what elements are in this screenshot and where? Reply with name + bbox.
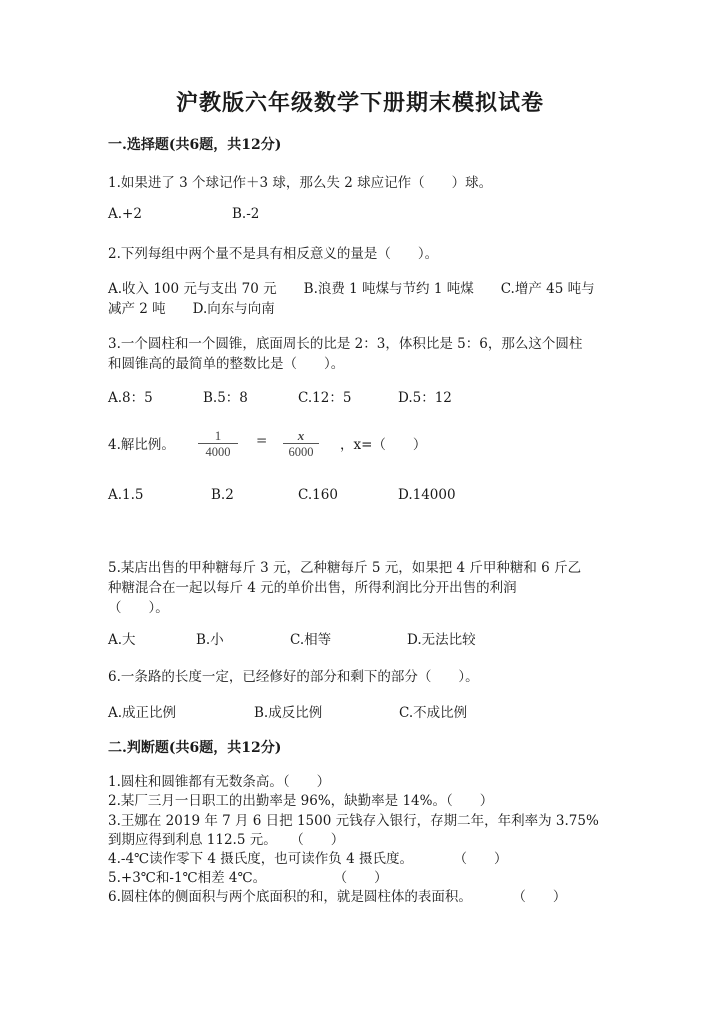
- judgment-item-6: 6.圆柱体的侧面积与两个底面积的和，就是圆柱体的表面积。 （ ）: [108, 889, 567, 905]
- question-3-stem-line2: 和圆锥高的最简单的整数比是（ ）。: [108, 356, 345, 372]
- section-heading-judgment: 二.判断题(共6题，共12分): [108, 740, 282, 756]
- question-3-stem-line1: 3.一个圆柱和一个圆锥，底面周长的比是 2：3，体积比是 5：6，那么这个圆柱: [108, 336, 583, 352]
- question-5-option-b: B.小: [196, 632, 224, 648]
- fraction-right-denominator: 6000: [283, 443, 319, 459]
- question-6-option-a: A.成正比例: [108, 705, 177, 721]
- question-2-options-line2: 减产 2 吨 D.向东与向南: [108, 301, 275, 317]
- question-1-stem: 1.如果进了 3 个球记作＋3 球，那么失 2 球应记作（ ）球。: [108, 175, 493, 191]
- question-2-stem: 2.下列每组中两个量不是具有相反意义的量是（ ）。: [108, 246, 439, 262]
- question-6-stem: 6.一条路的长度一定，已经修好的部分和剩下的部分（ ）。: [108, 669, 479, 685]
- fraction-left: [198, 428, 238, 459]
- question-1-option-b: B.-2: [232, 206, 260, 222]
- question-4-option-a: A.1.5: [108, 487, 144, 503]
- judgment-item-2: 2.某厂三月一日职工的出勤率是 96%，缺勤率是 14%。（ ）: [108, 793, 494, 809]
- fraction-right-numerator: x: [297, 428, 305, 443]
- page-title: 沪教版六年级数学下册期末模拟试卷: [175, 90, 544, 116]
- section-heading-choice: 一.选择题(共6题，共12分): [108, 137, 282, 153]
- fraction-left-numerator: 1: [214, 428, 222, 443]
- question-5-stem-line3: （ ）。: [108, 600, 169, 616]
- question-1-option-a: A.+2: [108, 206, 142, 222]
- judgment-item-5: 5.+3℃和-1℃相差 4℃。 （ ）: [108, 870, 388, 886]
- question-5-option-c: C.相等: [290, 632, 332, 648]
- question-4-stem: 4.解比例。: [108, 437, 175, 453]
- fraction-right: [283, 428, 319, 459]
- fraction-left-denominator: 4000: [198, 443, 238, 459]
- judgment-item-4: 4.-4℃读作零下 4 摄氏度，也可读作负 4 摄氏度。 （ ）: [108, 851, 508, 867]
- question-4-option-c: C.160: [298, 487, 338, 503]
- judgment-item-3-line1: 3.王娜在 2019 年 7 月 6 日把 1500 元钱存入银行，存期二年，年利率为 3.75%: [108, 813, 599, 829]
- question-6-option-c: C.不成比例: [399, 705, 468, 721]
- question-4-option-b: B.2: [211, 487, 234, 503]
- question-5-option-a: A.大: [108, 632, 136, 648]
- question-3-option-c: C.12：5: [298, 390, 352, 406]
- question-3-option-b: B.5：8: [203, 390, 248, 406]
- question-5-option-d: D.无法比较: [407, 632, 476, 648]
- judgment-item-1: 1.圆柱和圆锥都有无数条高。（ ）: [108, 774, 331, 790]
- equals-sign: =: [256, 433, 268, 449]
- question-5-stem-line2: 种糖混合在一起以每斤 4 元的单价出售，所得利润比分开出售的利润: [108, 580, 517, 596]
- question-4-tail: ，x=（ ）: [340, 437, 427, 453]
- question-3-option-a: A.8：5: [108, 390, 153, 406]
- question-2-options-line1: A.收入 100 元与支出 70 元 B.浪费 1 吨煤与节约 1 吨煤 C.增产 45 吨与: [108, 281, 595, 297]
- question-5-stem-line1: 5.某店出售的甲种糖每斤 3 元，乙种糖每斤 5 元，如果把 4 斤甲种糖和 6 斤乙: [108, 560, 582, 576]
- question-4-option-d: D.14000: [398, 487, 456, 503]
- question-6-option-b: B.成反比例: [254, 705, 323, 721]
- judgment-item-3-line2: 到期应得到利息 112.5 元。 （ ）: [108, 832, 345, 848]
- question-3-option-d: D.5：12: [398, 390, 452, 406]
